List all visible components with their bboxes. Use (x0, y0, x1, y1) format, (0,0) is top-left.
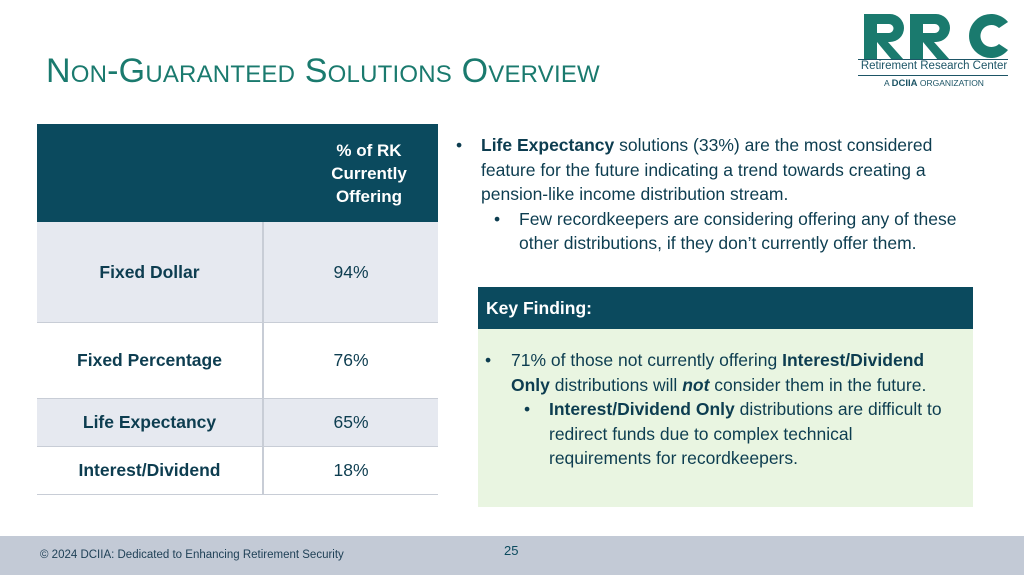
key-finding-body (478, 329, 973, 471)
table-row (37, 323, 438, 399)
table-header-label: % of RK Currently Offering (331, 140, 407, 206)
key-finding-box (478, 287, 973, 507)
row-value: 18% (333, 460, 369, 480)
kf-text: distributions will (549, 374, 683, 395)
row-value: 76% (333, 350, 369, 370)
sub-bullet-text: Few recordkeepers are considering offering any of these other distributions, if they don’t currently offer them. (519, 208, 957, 253)
row-label: Fixed Percentage (37, 323, 264, 398)
table-row (37, 222, 438, 323)
row-label: Life Expectancy (37, 399, 264, 446)
table-row (37, 447, 438, 495)
summary-bullets (456, 133, 996, 256)
footer-copyright: © 2024 DCIIA: Dedicated to Enhancing Retirement Security (40, 549, 344, 561)
rrc-logo (858, 12, 1010, 92)
logo-name: Retirement Research Center (860, 60, 1008, 72)
kf-bold: Interest/Dividend Only (511, 350, 925, 395)
kf-text: 71% of those not currently offering (511, 350, 783, 370)
footer-bar (0, 536, 1024, 575)
sub-bullet (456, 207, 959, 256)
row-label: Interest/Dividend (37, 447, 264, 494)
logo-divider (858, 75, 1008, 76)
key-finding-sub-bullet (478, 397, 949, 471)
kf-text: consider them in the future. (709, 374, 927, 395)
bullet-bold: Life Expectancy (481, 135, 615, 155)
logo-sub-suffix: ORGANIZATION (919, 78, 984, 88)
table-row (37, 399, 438, 447)
offering-table (37, 124, 438, 495)
slide-title: Non-Guaranteed Solutions Overview (46, 52, 600, 90)
logo-sub-org: DCIIA (891, 78, 918, 89)
rrc-logo-letters (860, 12, 1010, 60)
kf-bold: Interest/Dividend Only (549, 399, 735, 419)
bullet-text: solutions (33%) are the most considered feature for the future indicating a trend towards creating a pension-like income distribution stream. (481, 135, 933, 204)
key-finding-bullet (478, 348, 951, 397)
logo-subtitle (858, 78, 1010, 89)
row-value: 65% (333, 412, 369, 432)
row-value: 94% (333, 261, 369, 282)
kf-emphasis: not (682, 374, 710, 395)
table-header (37, 124, 438, 222)
table-header-cell (300, 124, 438, 222)
logo-sub-prefix: A (884, 78, 890, 88)
kf-text: distributions are difficult to redirect funds due to complex technical requirements for recordkeepers. (549, 399, 942, 468)
row-label: Fixed Dollar (37, 222, 264, 322)
page-number: 25 (504, 543, 519, 558)
key-finding-heading: Key Finding: (478, 287, 973, 329)
bullet-life-expectancy (456, 133, 981, 207)
